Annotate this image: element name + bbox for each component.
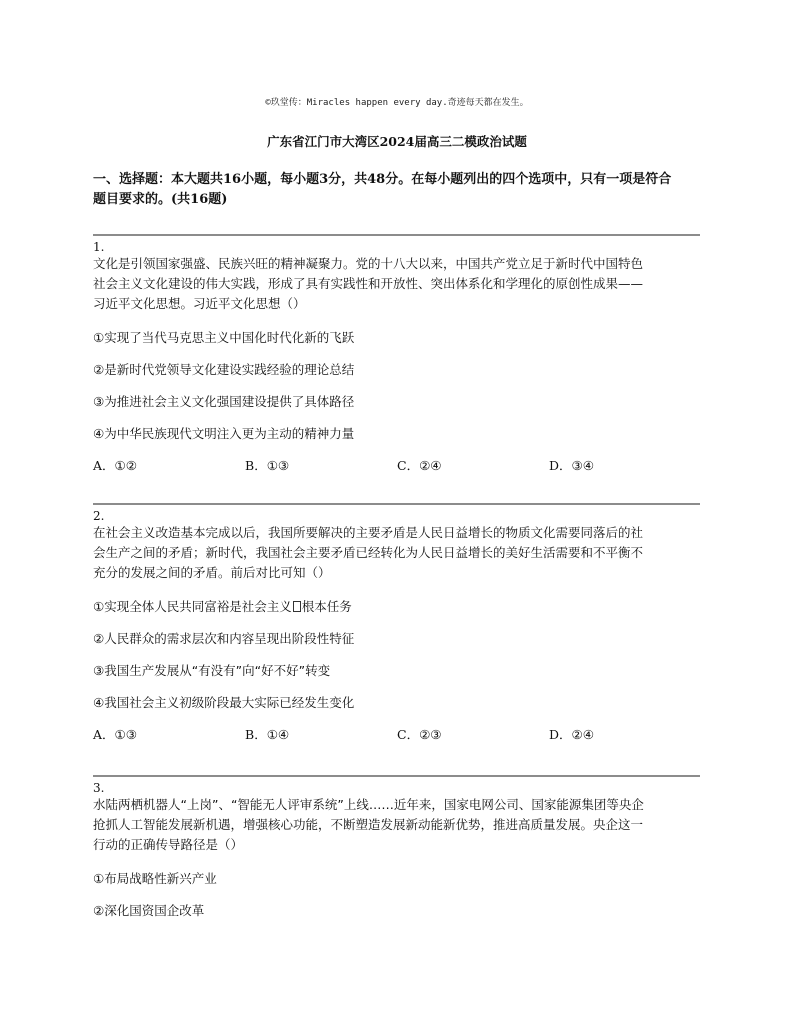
statement-option: ②深化国资国企改革 (93, 903, 205, 918)
choice-letter: C (397, 458, 407, 473)
choice-text: ．②④ (406, 458, 442, 473)
choice-text: ．①② (102, 458, 137, 473)
choice-text: ．②③ (406, 727, 442, 742)
question-3 (93, 775, 703, 919)
answer-choice-d[interactable] (549, 727, 701, 743)
choice-text: ．②④ (559, 727, 594, 742)
choice-letter: D (549, 458, 560, 473)
answer-choice-c[interactable] (397, 727, 549, 743)
choice-letter: C (397, 727, 407, 742)
answer-choice-a[interactable] (93, 727, 245, 743)
statement-option: ④为中华民族现代文明注入更为主动的精神力量 (93, 426, 355, 441)
choice-letter: B (245, 458, 255, 473)
stem-line: 水陆两栖机器人“上岗”、“智能无人评审系统”上线……近年来，国家电网公司、国家能源集团等央企 (93, 797, 644, 812)
stem-line: 习近平文化思想。习近平文化思想（） (93, 296, 306, 311)
stem-line: 在社会主义改造基本完成以后，我国所要解决的主要矛盾是人民日益增长的物质文化需要同落后的社 (93, 525, 644, 540)
question-2 (93, 503, 703, 743)
section-header (93, 170, 703, 210)
answer-choices (93, 458, 703, 474)
question-divider (93, 234, 700, 236)
stem-line: 会生产之间的矛盾；新时代，我国社会主要矛盾已经转化为人民日益增长的美好生活需要和不平衡不 (93, 545, 644, 560)
stem-line: 文化是引领国家强盛、民族兴旺的精神凝聚力。党的十八大以来，中国共产党立足于新时代中国特色 (93, 256, 644, 271)
question-1 (93, 234, 703, 474)
answer-choice-b[interactable] (245, 458, 397, 474)
section-header-line: 题目要求的。(共16题) (93, 192, 228, 207)
answer-choice-a[interactable] (93, 458, 245, 474)
stem-line: 行动的正确传导路径是（） (93, 837, 244, 852)
answer-choice-d[interactable] (549, 458, 701, 474)
question-stem (93, 254, 703, 314)
statement-option: ①实现了当代马克思主义中国化时代化新的飞跃 (93, 330, 355, 345)
choice-text: ．③④ (559, 458, 594, 473)
question-divider (93, 503, 700, 505)
choice-letter: A (93, 458, 103, 473)
question-number: 2. (93, 509, 105, 523)
question-number: 1. (93, 240, 105, 254)
answer-choices (93, 727, 703, 743)
page-title: 广东省江门市大湾区2024届高三二模政治试题 (267, 134, 527, 149)
statement-option: ②人民群众的需求层次和内容呈现出阶段性特征 (93, 631, 355, 646)
choice-text: ．①④ (254, 727, 290, 742)
missing-glyph-icon (293, 601, 301, 612)
answer-choice-c[interactable] (397, 458, 549, 474)
answer-choice-b[interactable] (245, 727, 397, 743)
option-text-tail: 根本任务 (301, 599, 352, 614)
option-text: ①实现全体人民共同富裕是社会主义 (93, 599, 292, 614)
question-stem (93, 523, 703, 583)
choice-letter: D (549, 727, 560, 742)
statement-option: ④我国社会主义初级阶段最大实际已经发生变化 (93, 695, 355, 710)
statement-option: ③为推进社会主义文化强国建设提供了具体路径 (93, 394, 355, 409)
choice-letter: B (245, 727, 255, 742)
statement-option: ③我国生产发展从“有没有”向“好不好”转变 (93, 663, 331, 678)
stem-line: 社会主义文化建设的伟大实践，形成了具有实践性和开放性、突出体系化和学理化的原创性成果—— (93, 276, 644, 291)
statement-option: ①布局战略性新兴产业 (93, 871, 217, 886)
statement-option (93, 599, 703, 615)
section-header-line: 一、选择题：本大题共16小题，每小题3分，共48分。在每小题列出的四个选项中，只有一项是符合 (93, 172, 672, 187)
stem-line: 充分的发展之间的矛盾。前后对比可知（） (93, 565, 331, 580)
question-divider (93, 775, 700, 777)
choice-text: ．①③ (254, 458, 290, 473)
choice-letter: A (93, 727, 103, 742)
question-number: 3. (93, 781, 105, 795)
statement-option: ②是新时代党领导文化建设实践经验的理论总结 (93, 362, 355, 377)
choice-text: ．①③ (102, 727, 137, 742)
header-note: ©玖堂传：Miracles happen every day.奇迹每天都在发生。 (265, 98, 529, 108)
stem-line: 抢抓人工智能发展新机遇，增强核心功能，不断塑造发展新动能新优势，推进高质量发展。央企这一 (93, 817, 644, 832)
question-stem (93, 795, 703, 855)
